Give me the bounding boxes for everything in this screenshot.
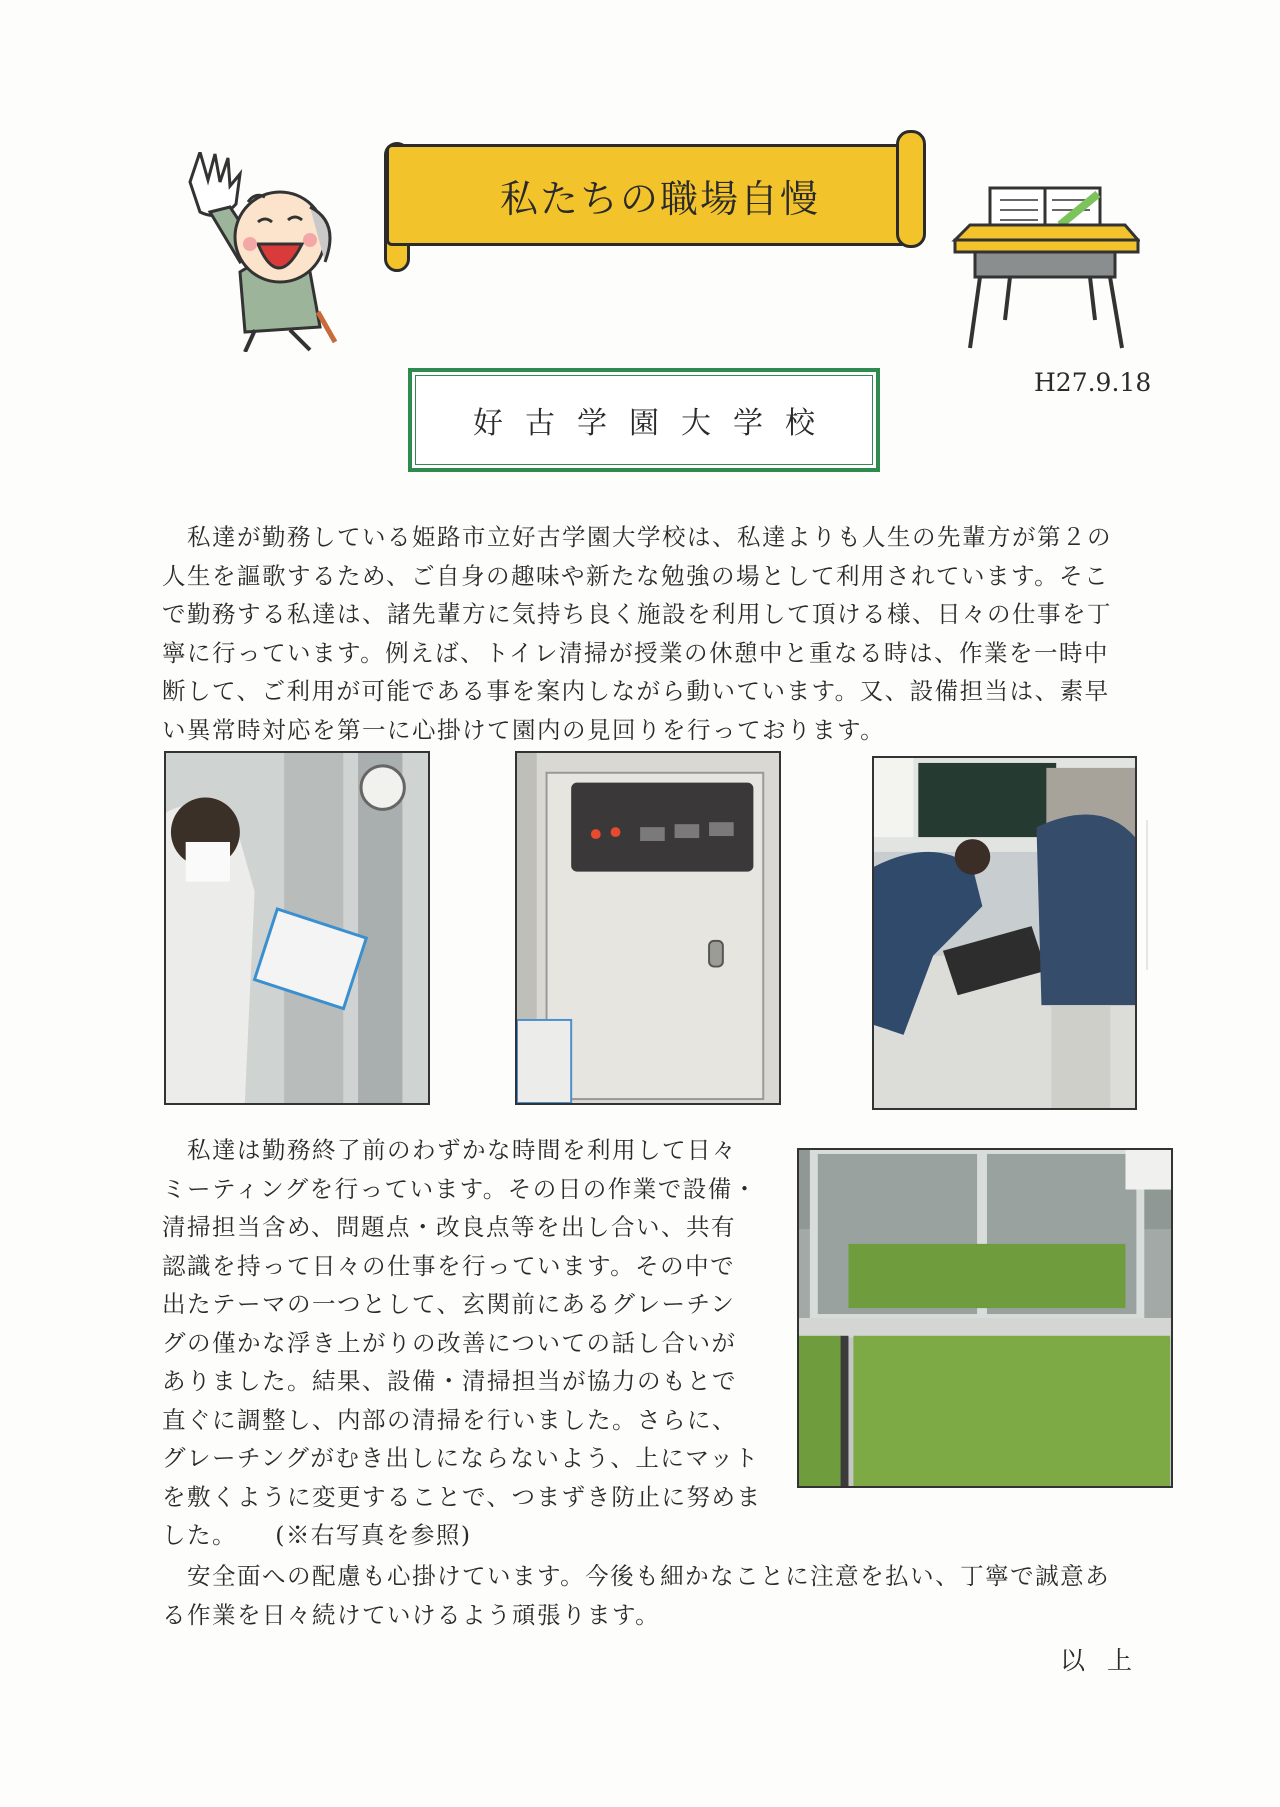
desk-with-book-illustration [950,180,1140,350]
scan-edge-line [1146,820,1148,970]
photo-entrance-mats [797,1148,1173,1488]
text-line: る作業を日々続けていけるよう頑張ります。 [162,1600,661,1629]
text-line: を敷くように変更することで、つまずき防止に努めま [162,1482,762,1511]
text-line: 私達は勤務終了前のわずかな時間を利用して日々 [162,1136,737,1164]
text-line: グレーチングがむき出しにならないよう、上にマット [162,1444,760,1472]
text-line: 認識を持って日々の仕事を行っています。その中で [162,1251,736,1280]
paragraph-intro [162,518,1142,749]
photo-meter-inspection [164,751,430,1105]
school-name: 好古学園大学校 [473,406,837,441]
text-line: した。 (※右写真を参照) [162,1521,472,1549]
text-line: グの僅かな浮き上がりの改善についての話し合いが [162,1328,737,1357]
text-line: い異常時対応を第一に心掛けて園内の見回りを行っております。 [162,715,886,744]
text-line: 出たテーマの一つとして、玄関前にあるグレーチン [162,1290,736,1318]
text-line: 清掃担当含め、問題点・改良点等を出し合い、共有 [162,1213,737,1241]
paragraph-meeting [162,1131,782,1555]
banner-title: 私たちの職場自慢 [499,177,820,221]
banner-curl-right [896,130,926,248]
text-line: 安全面への配慮も心掛けています。今後も細かなことに注意を払い、丁寧で誠意あ [162,1562,1111,1590]
text-line: 断して、ご利用が可能である事を案内しながら動いています。又、設備担当は、素早 [162,677,1110,705]
text-line: ありました。結果、設備・清掃担当が協力のもとで [162,1367,737,1395]
photo-table-cleaning [872,756,1137,1110]
text-line: 人生を謳歌するため、ご自身の趣味や新たな勉強の場として利用されています。そこ [162,561,1110,590]
waving-elderly-man-illustration [170,152,370,352]
photo-control-panel [515,751,781,1105]
text-line: 寧に行っています。例えば、トイレ清掃が授業の休憩中と重なる時は、作業を一時中 [162,638,1109,667]
text-line: で勤務する私達は、諸先輩方に気持ち良く施設を利用して頂ける様、日々の仕事を丁 [162,600,1112,628]
document-date: H27.9.18 [1034,368,1152,397]
text-line: 私達が勤務している姫路市立好古学園大学校は、私達よりも人生の先輩方が第２の [162,523,1112,551]
text-line: 直ぐに調整し、内部の清掃を行いました。さらに、 [162,1405,737,1434]
paragraph-closing [162,1557,1142,1634]
text-line: ミーティングを行っています。その日の作業で設備・ [162,1174,758,1203]
closing-remark: 以上 [1060,1646,1155,1675]
